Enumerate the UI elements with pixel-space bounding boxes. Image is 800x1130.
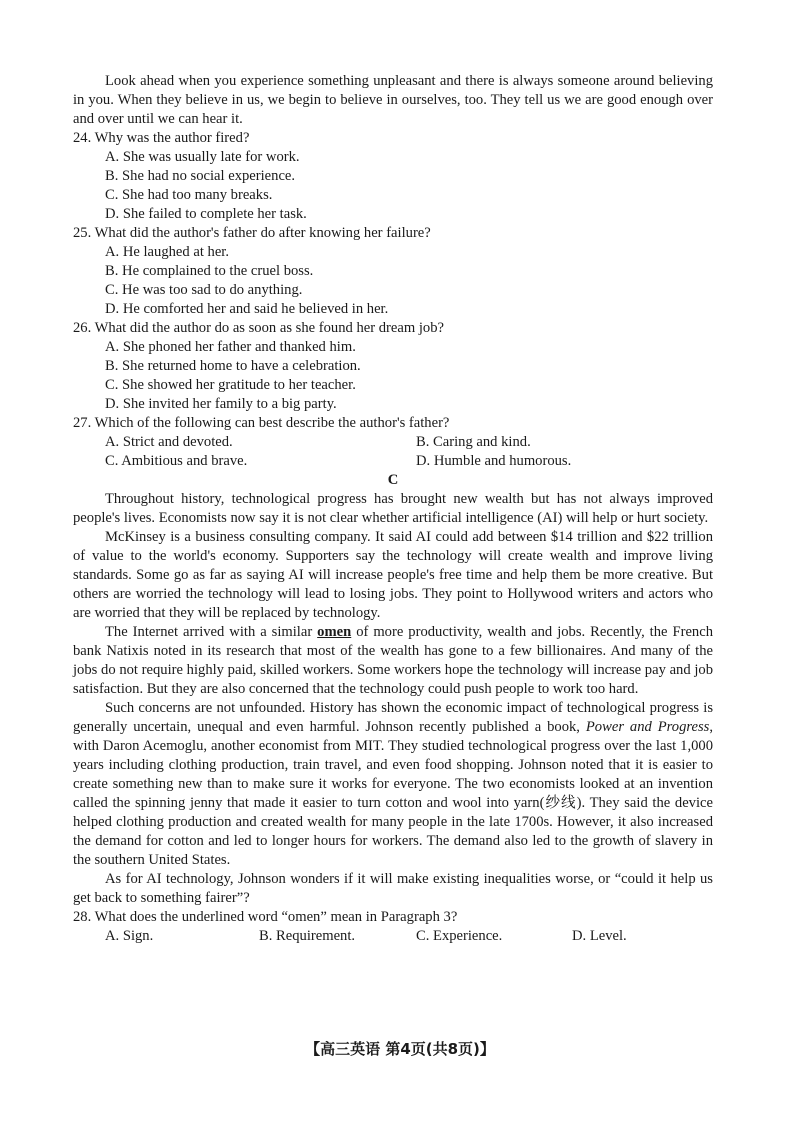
question-28: [73, 908, 713, 946]
underlined-word-omen: omen: [317, 624, 352, 640]
passage-b-closing-paragraph: Look ahead when you experience something unpleasant and there is always someone around believing in you. When they believe in us, we begin to believe in ourselves, too. They tell us we are good enough over and over until we can hear it.: [73, 73, 713, 127]
question-stem: 26. What did the author do as soon as she found her dream job?: [73, 320, 444, 336]
question-stem: 25. What did the author's father do after knowing her failure?: [73, 225, 431, 241]
passage-c-paragraph-4: [73, 699, 713, 870]
question-26: [73, 319, 713, 414]
question-stem: 27. Which of the following can best describe the author's father?: [73, 415, 450, 431]
option-b: B. She returned home to have a celebration.: [105, 358, 361, 374]
paragraph-4-text-after: , with Daron Acemoglu, another economist from MIT. They studied technological progress over the last 1,000 years including clothing production, train travel, and even food shopping. Johnson noted that it is easier to create something new than to make sure it works for everyone. The two economists looked at an invention called the spinning jenny that made it easier to turn cotton and wool into yarn(纱线). They said the device helped clothing production and created wealth for many people in the late 1700s. However, it also increased the demand for cotton and led to longer hours for workers. The demand also led to the growth of slavery in the southern United States.: [73, 719, 713, 868]
paragraph-3-text-before: The Internet arrived with a similar: [105, 624, 318, 640]
question-27: [73, 414, 713, 471]
question-stem: 28. What does the underlined word “omen” mean in Paragraph 3?: [73, 909, 458, 925]
passage-c-paragraph-5: As for AI technology, Johnson wonders if it will make existing inequalities worse, or “could it help us get back to something fairer”?: [73, 871, 713, 906]
option-c: C. Experience.: [416, 928, 503, 944]
page-footer: 【高三英语 第4页(共8页)】: [305, 1040, 495, 1058]
option-a: A. Strict and devoted.: [105, 434, 233, 450]
section-c-heading: C: [387, 472, 399, 488]
option-a: A. He laughed at her.: [105, 244, 230, 260]
option-d: D. She invited her family to a big party.: [105, 396, 337, 412]
option-d: D. Level.: [572, 928, 627, 944]
option-d: D. Humble and humorous.: [416, 453, 572, 469]
option-a: A. Sign.: [105, 928, 154, 944]
book-title: Power and Progress: [585, 719, 710, 735]
page-content: [73, 72, 713, 946]
passage-c-paragraph-2: McKinsey is a business consulting company. It said AI could add between $14 trillion and $22 trillion of value to the world's economy. Supporters say the technology will create wealth and improve living standards. Some go as far as saying AI will increase people's free time and help them be more creative. But others are worried the technology will lead to losing jobs. They point to Hollywood writers and actors who are worried that they will be replaced by technology.: [73, 529, 713, 621]
option-c: C. Ambitious and brave.: [105, 453, 248, 469]
option-b: B. He complained to the cruel boss.: [105, 263, 314, 279]
option-b: B. She had no social experience.: [105, 168, 296, 184]
options-grid: [105, 433, 713, 471]
option-c: C. He was too sad to do anything.: [105, 282, 303, 298]
paragraph-4-text-before: Such concerns are not unfounded. History has shown the economic impact of technological progress is generally uncertain, unequal and even harmful. Johnson recently published a book,: [73, 700, 713, 735]
options-row: [105, 927, 713, 946]
question-25: [73, 224, 713, 319]
passage-c-paragraph-3: [73, 623, 713, 699]
option-c: C. She had too many breaks.: [105, 187, 273, 203]
passage-c-paragraph-1: Throughout history, technological progress has brought new wealth but has not always improved people's lives. Economists now say it is not clear whether artificial intelligence (AI) will help or hurt society.: [73, 491, 713, 526]
question-stem: 24. Why was the author fired?: [73, 130, 250, 146]
paragraph-3-text-after: of more productivity, wealth and jobs. Recently, the French bank Natixis noted in its research that most of the wealth has gone to a few billionaires. And many of the jobs do not require highly paid, skilled workers. Some workers hope the technology will increase pay and job satisfaction. But they are also concerned that the technology could push people to work too hard.: [73, 624, 714, 697]
option-c: C. She showed her gratitude to her teacher.: [105, 377, 356, 393]
option-d: D. She failed to complete her task.: [105, 206, 307, 222]
option-d: D. He comforted her and said he believed in her.: [105, 301, 389, 317]
option-a: A. She phoned her father and thanked him.: [105, 339, 356, 355]
option-a: A. She was usually late for work.: [105, 149, 300, 165]
question-24: [73, 129, 713, 224]
option-b: B. Caring and kind.: [416, 434, 531, 450]
option-b: B. Requirement.: [259, 928, 356, 944]
